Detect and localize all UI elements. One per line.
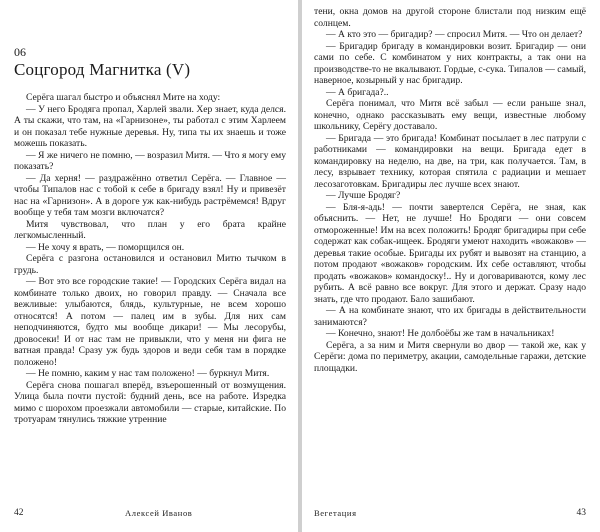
paragraph: — Не помню, каким у нас там положено! — буркнул Митя. bbox=[26, 368, 270, 379]
paragraph: — У него Бродяга пропал, Харлей звали. Хер знает, куда делся. А ты скажи, что там, на «Гарнизоне», ты работал с этим Харлеем и он показал тебе нужные деревья. Ну, типа ты их знаешь и тоже можешь показать. bbox=[14, 103, 286, 149]
chapter-title: Соцгород Магнитка (V) bbox=[14, 60, 191, 79]
paragraph: — Да херня! — раздражённо ответил Серёга. — Главное — чтобы Типалов нас с тобой к себе в бригаду взял! Ну и привезёт нас на «Гарнизон». А в дороге уж как-нибудь растрёмемся! Вдруг вообще у тебя там мозги включатся? bbox=[14, 172, 286, 218]
paragraph: — Лучше Бродяг? bbox=[326, 190, 401, 201]
paragraph: тени, окна домов на другой стороне блистали под низким ещё солнцем. bbox=[314, 6, 586, 29]
page-number-right: 43 bbox=[576, 508, 586, 518]
paragraph: Серёга шагал быстро и объяснял Мите на ходу: bbox=[26, 92, 221, 103]
paragraph: — Вот это все городские такие! — Городских Серёга видал на комбинате только двоих, но говорил правду. — Сначала все вежливые: улыбаются, блядь, культурные, не всем хорошо относятся! А потом — палец им в зубы. Для них сам неподчиняются, будто мы вообще дикари! — Мы лесорубы, дровосеки! И от нас там не привыкли, что у меня ни фига не ватная правда! Сразу уж будь здоров и веди себя там в порядке положено! bbox=[14, 276, 286, 368]
running-header-title: Вегетация bbox=[314, 508, 357, 518]
paragraph: — А бригада?.. bbox=[326, 86, 389, 98]
paragraph: — Не хочу я врать, — поморщился он. bbox=[26, 241, 185, 253]
paragraph: — Бригада — это бригада! Комбинат посылает в лес патрули с работниками — командировки на вещи. Бригада едет в командировку на неделю, на две, на три, как получается. Там, в лесу, взрывает технику, которая спятила с радиации и мешает лесозаготовкам. Бригадиры лес лучше всех знают. bbox=[314, 132, 586, 190]
chapter-number: 06 bbox=[14, 45, 26, 59]
paragraph: Митя чувствовал, что план у его брата крайне легкомысленный. bbox=[14, 218, 286, 241]
paragraph: Серёга снова пошагал вперёд, взъерошенный от возмущения. Улица была почти пустой: будний день, все на работе. Изредка мимо с шорохом проезжали автомобили — старые, китайские. По тротуарам тянулись тяжкие утренние bbox=[14, 379, 286, 425]
paragraph: Серёга с разгона остановился и остановил Митю тычком в грудь. bbox=[14, 253, 286, 276]
right-page bbox=[302, 0, 600, 532]
paragraph: — Конечно, знают! Не долбоёбы же там в начальниках! bbox=[326, 328, 555, 339]
paragraph: Серёга, а за ним и Митя свернули во двор — такой же, как у Серёги: дома по периметру, акации, самодельные гаражи, детские площадки. bbox=[314, 339, 586, 374]
page-number-left: 42 bbox=[14, 508, 24, 518]
paragraph: — Бригадир бригаду в командировки возит. Бригадир — они сами по себе. С комбинатом у них контракты, а так они на производстве-то не вкалывают. Гордые, с-сука. Типалов — самый, наверное, козырный у нас бригадир. bbox=[314, 40, 586, 86]
right-page-text bbox=[314, 6, 586, 374]
paragraph: Серёга понимал, что Митя всё забыл — если раньше знал, конечно, однако рассказывать ему вещи, известные любому школьнику, Серёгу доставало. bbox=[314, 98, 586, 132]
paragraph: — Я же ничего не помню, — возразил Митя. — Что я могу ему показать? bbox=[14, 149, 286, 172]
paragraph: — А кто это — бригадир? — спросил Митя. — Что он делает? bbox=[326, 29, 583, 40]
paragraph: — А на комбинате знают, что их бригады в действительности занимаются? bbox=[314, 305, 586, 328]
left-page bbox=[0, 0, 298, 532]
running-header-author: Алексей Иванов bbox=[125, 508, 193, 518]
left-page-text bbox=[14, 92, 286, 426]
paragraph: — Бля-я-адь! — почти завертелся Серёга, не зная, как объяснить. — Нет, не лучше! Но Бродяги — они совсем отмороженные! Им на всех положить! Бродяг бригадиры при себе содержат как собак-ищеек. Бродяги умеют находить «вожаков» — деревья такие особые. Бригады их рубят и вывозят на станцию, а потом продают «вожаков» городским. Их себе оставляют, чтобы продать «вожаков» командоску!.. Ну и договариваются, кому лес рубить. А всё равно все вокруг. Для этого и держат. Сразу надо знать, где что продают. Бало зашибают. bbox=[314, 201, 586, 305]
